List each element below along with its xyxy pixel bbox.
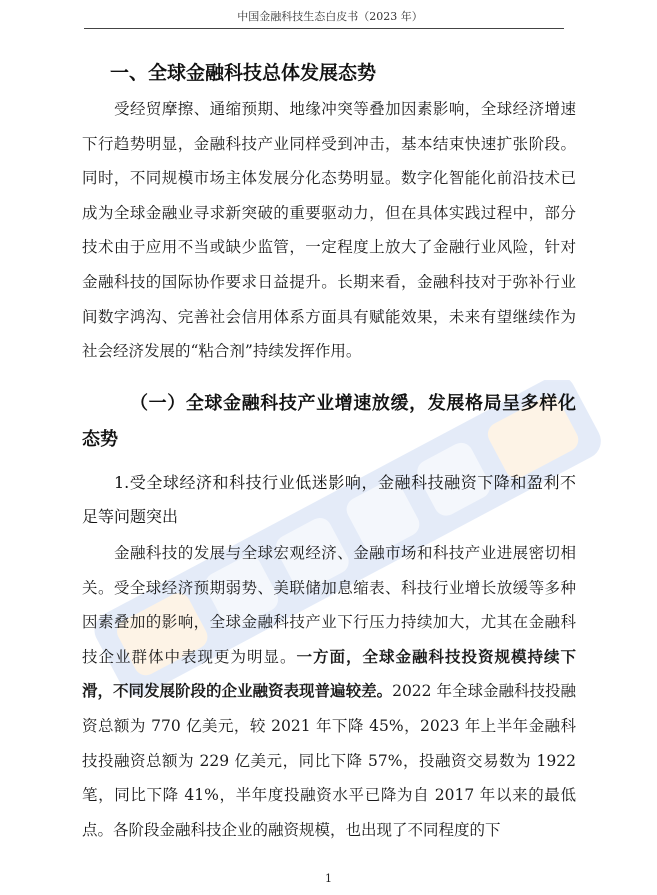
point-title: 1.受全球经济和科技行业低迷影响，金融科技融资下降和盈利不足等问题突出 (82, 473, 576, 526)
body-text-b: 2022 年全球金融科技投融资总额为 770 亿美元，较 2021 年下降 45%，2023 年上半年金融科技投融资总额为 229 亿美元，同比下降 57%，投融资交易数为 1922 笔，同比下降 41%，半年度投融资水平已降为自 2017 年以来的最低点。各阶段金融科技企业的融资规模，也出现了不同程度的下 (82, 682, 576, 839)
page-number: 1 (325, 872, 332, 885)
subsection-title: （一）全球金融科技产业增速放缓，发展格局呈多样化态势 (82, 393, 576, 450)
intro-paragraph: 受经贸摩擦、通缩预期、地缘冲突等叠加因素影响，全球经济增速下行趋势明显，金融科技产业同样受到冲击，基本结束快速扩张阶段。同时，不同规模市场主体发展分化态势明显。数字化智能化前沿技术已成为全球金融业寻求新突破的重要驱动力，但在具体实践过程中，部分技术由于应用不当或缺少监管，一定程度上放大了金融行业风险，针对金融科技的国际协作要求日益提升。长期来看，金融科技对于弥补行业间数字鸿沟、完善社会信用体系方面具有赋能效果，未来有望继续作为社会经济发展的“粘合剂”持续发挥作用。 (82, 100, 576, 361)
running-header: 中国金融科技生态白皮书（2023 年） (237, 10, 423, 23)
body-paragraph (82, 536, 576, 847)
body-text-bold: 一方面，全球金融科技投资规模持续下滑，不同发展阶段的企业融资表现普遍较差。 (82, 647, 576, 701)
body-text-a: 金融科技的发展与全球宏观经济、金融市场和科技产业进展密切相关。受全球经济预期弱势、美联储加息缩表、科技行业增长放缓等多种因素叠加的影响，全球金融科技产业下行压力持续加大，尤其在金融科技企业群体中表现更为明显。 (82, 544, 576, 666)
section-title: 一、全球金融科技总体发展态势 (110, 62, 377, 84)
header-divider (84, 28, 564, 29)
